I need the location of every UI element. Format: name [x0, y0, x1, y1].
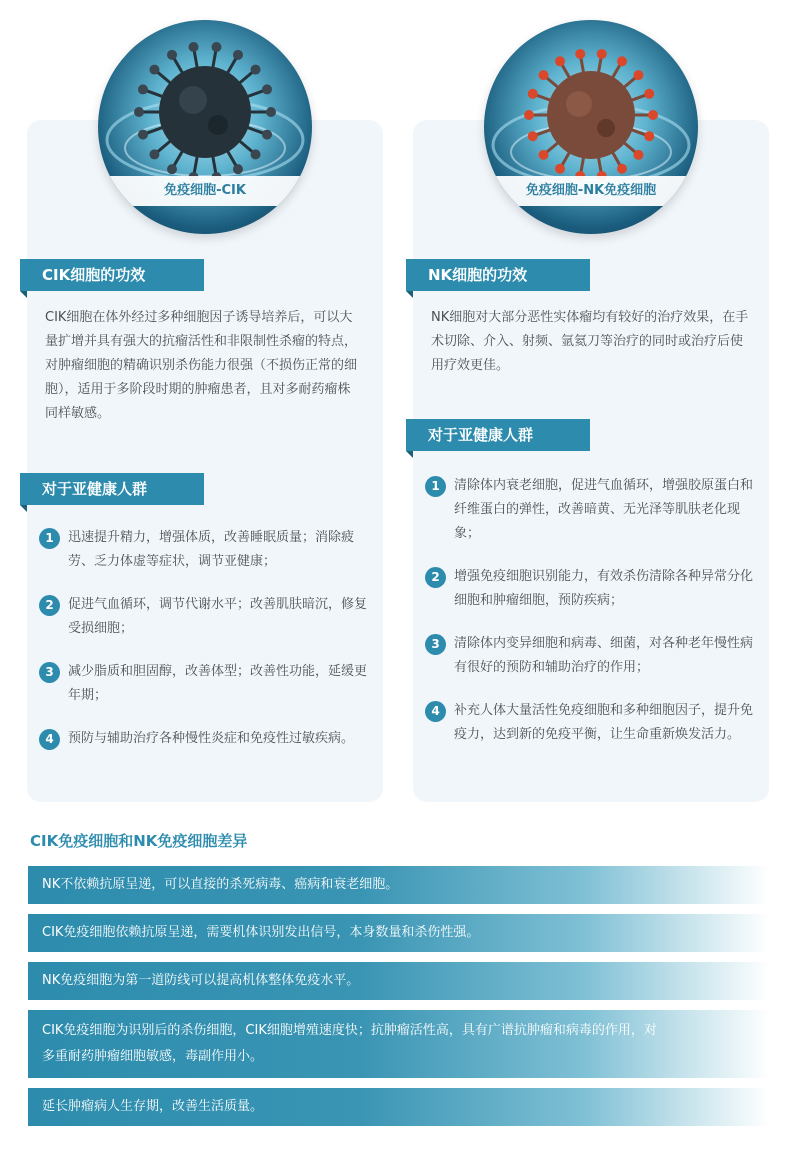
virus-spike-tip — [575, 49, 585, 59]
difference-text: NK不依赖抗原呈递，可以直接的杀死病毒、癌病和衰老细胞。 — [42, 877, 399, 892]
list-item-text: 补充人体大量活性免疫细胞和多种细胞因子，提升免疫力，达到新的免疫平衡，让生命重新焕发活力。 — [454, 703, 754, 742]
virus-spike-tip — [251, 65, 261, 75]
virus-spike-tip — [633, 70, 643, 80]
nk-card — [413, 120, 769, 802]
list-item — [425, 565, 755, 613]
group-title: 对于亚健康人群 — [406, 419, 590, 451]
list-item-text: 迅速提升精力，增强体质，改善睡眠质量；消除疲劳、乏力体虚等症状，调节亚健康； — [68, 530, 355, 569]
virus-spike-tip — [617, 164, 627, 174]
effect-title: CIK细胞的功效 — [20, 259, 204, 291]
list-item-text: 清除体内变异细胞和病毒、细菌，对各种老年慢性病有很好的预防和辅助治疗的作用； — [454, 636, 754, 675]
virus-spike-tip — [633, 150, 643, 160]
difference-text: 延长肿瘤病人生存期，改善生活质量。 — [42, 1099, 264, 1114]
virus-spike-tip — [262, 130, 272, 140]
virus-spike-tip — [211, 42, 221, 52]
image-label: 免疫细胞-NK免疫细胞 — [484, 176, 698, 206]
virus-spike-tip — [539, 150, 549, 160]
cik-card — [27, 120, 383, 802]
list-item — [425, 474, 755, 546]
virus-image-cik — [98, 20, 312, 234]
number-badge: 2 — [39, 595, 60, 616]
list-item — [39, 660, 369, 708]
effect-text: NK细胞对大部分恶性实体瘤均有较好的治疗效果，在手术切除、介入、射频、氩氦刀等治疗的同时或治疗后使用疗效更佳。 — [431, 310, 749, 373]
virus-spike-tip — [167, 164, 177, 174]
virus-spike-tip — [233, 50, 243, 60]
effect-title: NK细胞的功效 — [406, 259, 590, 291]
virus-spike-tip — [555, 164, 565, 174]
number-badge: 3 — [39, 662, 60, 683]
number-badge: 4 — [425, 701, 446, 722]
virus-spike-tip — [597, 49, 607, 59]
virus-spike-tip — [138, 130, 148, 140]
list-item-text: 增强免疫细胞识别能力，有效杀伤清除各种异常分化细胞和肿瘤细胞，预防疾病； — [454, 569, 754, 608]
list-item — [39, 593, 369, 641]
virus-spike-tip — [138, 84, 148, 94]
virus-spike-tip — [644, 89, 654, 99]
virus-spike-tip — [262, 84, 272, 94]
virus-spike-tip — [648, 110, 658, 120]
virus-spike-tip — [644, 131, 654, 141]
difference-bar — [28, 866, 769, 904]
virus-spike-tip — [149, 65, 159, 75]
virus-spike-tip — [528, 131, 538, 141]
difference-text: CIK免疫细胞为识别后的杀伤细胞，CIK细胞增殖速度快；抗肿瘤活性高，具有广谱抗肿瘤和病毒的作用，对多重耐药肿瘤细胞敏感，毒副作用小。 — [42, 1023, 657, 1064]
number-badge: 1 — [39, 528, 60, 549]
differences-title: CIK免疫细胞和NK免疫细胞差异 — [30, 832, 248, 850]
number-badge: 1 — [425, 476, 446, 497]
list-item — [39, 727, 369, 751]
virus-spike-tip — [189, 42, 199, 52]
virus-spike-tip — [266, 107, 276, 117]
virus-image-nk — [484, 20, 698, 234]
difference-bar — [28, 962, 769, 1000]
list-item — [425, 632, 755, 680]
virus-spike-tip — [251, 149, 261, 159]
virus-spike-tip — [167, 50, 177, 60]
list-item-text: 促进气血循环，调节代谢水平；改善肌肤暗沉，修复受损细胞； — [68, 597, 368, 636]
virus-spike-tip — [149, 149, 159, 159]
difference-bar — [28, 1010, 769, 1078]
difference-text: CIK免疫细胞依赖抗原呈递，需要机体识别发出信号，本身数量和杀伤性强。 — [42, 925, 480, 940]
effect-text: CIK细胞在体外经过多种细胞因子诱导培养后，可以大量扩增并具有强大的抗瘤活性和非限制性杀瘤的特点，对肿瘤细胞的精确识别杀伤能力很强（不损伤正常的细胞），适用于多阶段时期的肿瘤患者，且对多耐药瘤株同样敏感。 — [45, 310, 358, 421]
difference-text: NK免疫细胞为第一道防线可以提高机体整体免疫水平。 — [42, 973, 360, 988]
benefit-list — [39, 526, 369, 751]
list-item — [425, 699, 755, 747]
virus-spike-tip — [617, 56, 627, 66]
image-label: 免疫细胞-CIK — [98, 176, 312, 206]
list-item-text: 清除体内衰老细胞，促进气血循环，增强胶原蛋白和纤维蛋白的弹性，改善暗黄、无光泽等肌肤老化现象； — [454, 478, 754, 541]
virus-spike-tip — [524, 110, 534, 120]
difference-bar — [28, 1088, 769, 1126]
difference-bar — [28, 914, 769, 952]
virus-spike-tip — [528, 89, 538, 99]
group-title: 对于亚健康人群 — [20, 473, 204, 505]
number-badge: 3 — [425, 634, 446, 655]
list-item — [39, 526, 369, 574]
virus-spike-tip — [555, 56, 565, 66]
number-badge: 2 — [425, 567, 446, 588]
list-item-text: 减少脂质和胆固醇，改善体型；改善性功能，延缓更年期； — [68, 664, 368, 703]
virus-spike-tip — [539, 70, 549, 80]
list-item-text: 预防与辅助治疗各种慢性炎症和免疫性过敏疾病。 — [68, 731, 355, 746]
virus-spike-tip — [134, 107, 144, 117]
number-badge: 4 — [39, 729, 60, 750]
benefit-list — [425, 474, 755, 747]
virus-spike-tip — [233, 164, 243, 174]
